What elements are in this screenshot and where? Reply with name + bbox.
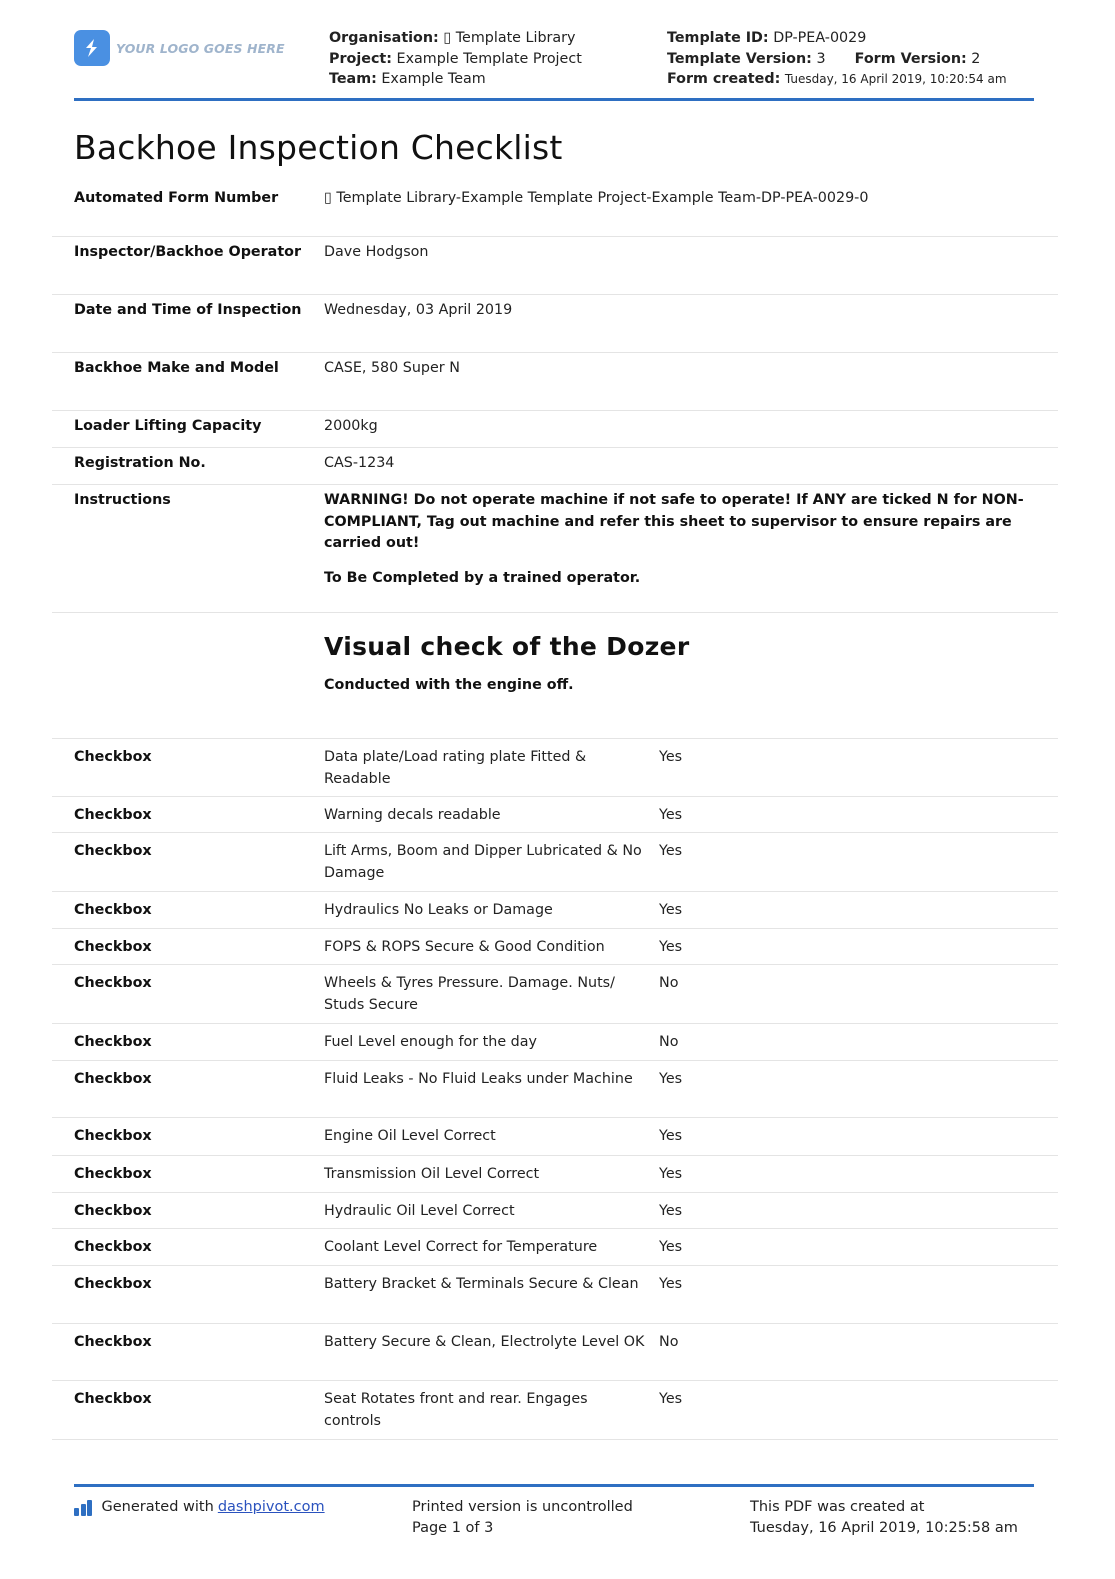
- info-row: [52, 295, 1058, 353]
- checklist-item: Wheels & Tyres Pressure. Damage. Nuts/ Studs Secure: [324, 975, 615, 1013]
- checklist-label: Checkbox: [74, 1391, 152, 1407]
- checklist-item: Warning decals readable: [324, 807, 501, 823]
- template-version-label: Template Version:: [667, 50, 812, 67]
- operator-note: To Be Completed by a trained operator.: [324, 569, 641, 586]
- template-version-value: 3: [816, 50, 826, 67]
- printed-text: Printed version is uncontrolled: [412, 1499, 633, 1515]
- checklist-item: Battery Bracket & Terminals Secure & Clean: [324, 1276, 639, 1292]
- info-value: CASE, 580 Super N: [324, 360, 460, 376]
- checklist-answer: No: [659, 975, 679, 991]
- organisation-value: ▯ Template Library: [443, 30, 576, 46]
- checklist-row: [52, 1193, 1058, 1229]
- bar-chart-icon: [74, 1500, 94, 1516]
- team-line: [329, 69, 582, 90]
- checklist-row: [52, 797, 1058, 833]
- info-label: Automated Form Number: [74, 190, 279, 206]
- checklist-label: Checkbox: [74, 1239, 152, 1255]
- info-row: [52, 353, 1058, 411]
- checklist-item: Coolant Level Correct for Temperature: [324, 1239, 598, 1255]
- form-created-label: Form created:: [667, 71, 781, 87]
- checklist-answer: Yes: [659, 1276, 683, 1292]
- document-footer: [74, 1497, 1034, 1547]
- team-label: Team:: [329, 71, 377, 87]
- template-id-label: Template ID:: [667, 30, 769, 46]
- template-id-line: [667, 28, 1007, 49]
- info-row: [52, 237, 1058, 295]
- checklist-answer: Yes: [659, 1203, 683, 1219]
- checklist-item: Fluid Leaks - No Fluid Leaks under Machine: [324, 1071, 633, 1087]
- project-line: [329, 49, 582, 70]
- project-label: Project:: [329, 50, 392, 67]
- checklist-item: Transmission Oil Level Correct: [324, 1166, 540, 1182]
- organisation-line: [329, 28, 582, 49]
- checklist-row: [52, 1156, 1058, 1193]
- checklist-label: Checkbox: [74, 1166, 152, 1182]
- logo-text: YOUR LOGO GOES HERE: [116, 40, 285, 56]
- form-created-value: Tuesday, 16 April 2019, 10:20:54 am: [784, 72, 1007, 86]
- page-number: Page 1 of 3: [412, 1520, 494, 1536]
- template-meta: [667, 28, 1007, 90]
- checklist-answer: Yes: [659, 902, 683, 918]
- info-value: Dave Hodgson: [324, 244, 429, 260]
- pdf-created-value: Tuesday, 16 April 2019, 10:25:58 am: [750, 1520, 1018, 1536]
- footer-divider: [74, 1484, 1034, 1487]
- pdf-created: [750, 1497, 1018, 1539]
- generated-text: Generated with: [101, 1499, 214, 1515]
- checklist-answer: Yes: [659, 749, 683, 765]
- checklist-label: Checkbox: [74, 843, 152, 859]
- generated-with: [74, 1497, 325, 1518]
- checklist-label: Checkbox: [74, 939, 152, 955]
- checklist-answer: Yes: [659, 843, 683, 859]
- checklist-answer: Yes: [659, 1166, 683, 1182]
- info-row: [52, 183, 1058, 237]
- section-subheading: Conducted with the engine off.: [324, 677, 574, 693]
- checklist-answer: No: [659, 1034, 679, 1050]
- version-line: [667, 49, 1007, 70]
- checklist-row: [52, 1381, 1058, 1440]
- checklist-label: Checkbox: [74, 975, 152, 991]
- checklist-item: Engine Oil Level Correct: [324, 1128, 496, 1144]
- checklist-row: [52, 892, 1058, 929]
- checklist-label: Checkbox: [74, 807, 152, 823]
- checklist-row: [52, 739, 1058, 797]
- document-header: [74, 28, 1034, 100]
- checklist-row: [52, 1024, 1058, 1061]
- checklist-row: [52, 1118, 1058, 1156]
- checklist-row: [52, 1061, 1058, 1118]
- checklist-answer: Yes: [659, 1391, 683, 1407]
- section-heading: Visual check of the Dozer: [324, 632, 690, 661]
- checklist-row: [52, 1266, 1058, 1324]
- checklist-label: Checkbox: [74, 902, 152, 918]
- info-value: Wednesday, 03 April 2019: [324, 302, 513, 318]
- checklist-item: FOPS & ROPS Secure & Good Condition: [324, 939, 605, 955]
- form-created-line: [667, 69, 1007, 90]
- info-label: Loader Lifting Capacity: [74, 418, 262, 434]
- organisation-label: Organisation:: [329, 30, 439, 46]
- template-id-value: DP-PEA-0029: [773, 30, 867, 46]
- checklist-answer: Yes: [659, 807, 683, 823]
- checklist-row: [52, 833, 1058, 892]
- checklist-answer: Yes: [659, 1128, 683, 1144]
- checklist-row: [52, 965, 1058, 1024]
- checklist-label: Checkbox: [74, 1128, 152, 1144]
- checklist-label: Checkbox: [74, 1334, 152, 1350]
- checklist-answer: Yes: [659, 939, 683, 955]
- form-version-value: 2: [971, 50, 981, 67]
- logo-icon: [74, 30, 110, 66]
- form-version-label: Form Version:: [854, 50, 967, 67]
- instructions-label: Instructions: [74, 492, 171, 508]
- checklist-answer: No: [659, 1334, 679, 1350]
- info-value: 2000kg: [324, 418, 378, 434]
- checklist-answer: Yes: [659, 1239, 683, 1255]
- checklist-item: Hydraulics No Leaks or Damage: [324, 902, 553, 918]
- checklist-label: Checkbox: [74, 749, 152, 765]
- pdf-created-text: This PDF was created at: [750, 1499, 925, 1515]
- section-header: [52, 632, 1058, 739]
- checklist-label: Checkbox: [74, 1203, 152, 1219]
- checklist-item: Hydraulic Oil Level Correct: [324, 1203, 515, 1219]
- print-status: [412, 1497, 633, 1539]
- company-logo: [74, 30, 285, 66]
- logo-glyph: [81, 37, 103, 59]
- header-divider: [74, 98, 1034, 101]
- info-label: Inspector/Backhoe Operator: [74, 244, 302, 260]
- instructions-value: [324, 490, 1058, 612]
- checklist-answer: Yes: [659, 1071, 683, 1087]
- info-label: Date and Time of Inspection: [74, 302, 302, 318]
- checklist-item: Battery Secure & Clean, Electrolyte Level OK: [324, 1334, 645, 1350]
- page-title: Backhoe Inspection Checklist: [74, 128, 563, 167]
- checklist-label: Checkbox: [74, 1071, 152, 1087]
- info-row: [52, 411, 1058, 448]
- checklist-item: Fuel Level enough for the day: [324, 1034, 537, 1050]
- info-value: ▯ Template Library-Example Template Project-Example Team-DP-PEA-0029-0: [324, 190, 869, 206]
- info-label: Registration No.: [74, 455, 206, 471]
- info-row: [52, 448, 1058, 485]
- checklist-row: [52, 1229, 1058, 1266]
- project-value: Example Template Project: [396, 50, 582, 67]
- checklist-label: Checkbox: [74, 1276, 152, 1292]
- checklist-row: [52, 1324, 1058, 1381]
- team-value: Example Team: [381, 71, 486, 87]
- checklist-label: Checkbox: [74, 1034, 152, 1050]
- form-table: [52, 183, 1058, 1440]
- checklist-item: Data plate/Load rating plate Fitted & Readable: [324, 749, 587, 787]
- checklist-row: [52, 929, 1058, 965]
- dashpivot-link[interactable]: dashpivot.com: [217, 1499, 325, 1515]
- checklist-item: Seat Rotates front and rear. Engages controls: [324, 1391, 588, 1429]
- info-value: CAS-1234: [324, 455, 395, 471]
- org-meta: [329, 28, 582, 90]
- instructions-row: [52, 485, 1058, 613]
- warning-text: WARNING! Do not operate machine if not safe to operate! If ANY are ticked N for NON-COMPLIANT, Tag out machine and refer this sheet to supervisor to ensure repairs are carried out!: [324, 492, 1024, 551]
- info-label: Backhoe Make and Model: [74, 360, 279, 376]
- checklist-item: Lift Arms, Boom and Dipper Lubricated & No Damage: [324, 843, 642, 881]
